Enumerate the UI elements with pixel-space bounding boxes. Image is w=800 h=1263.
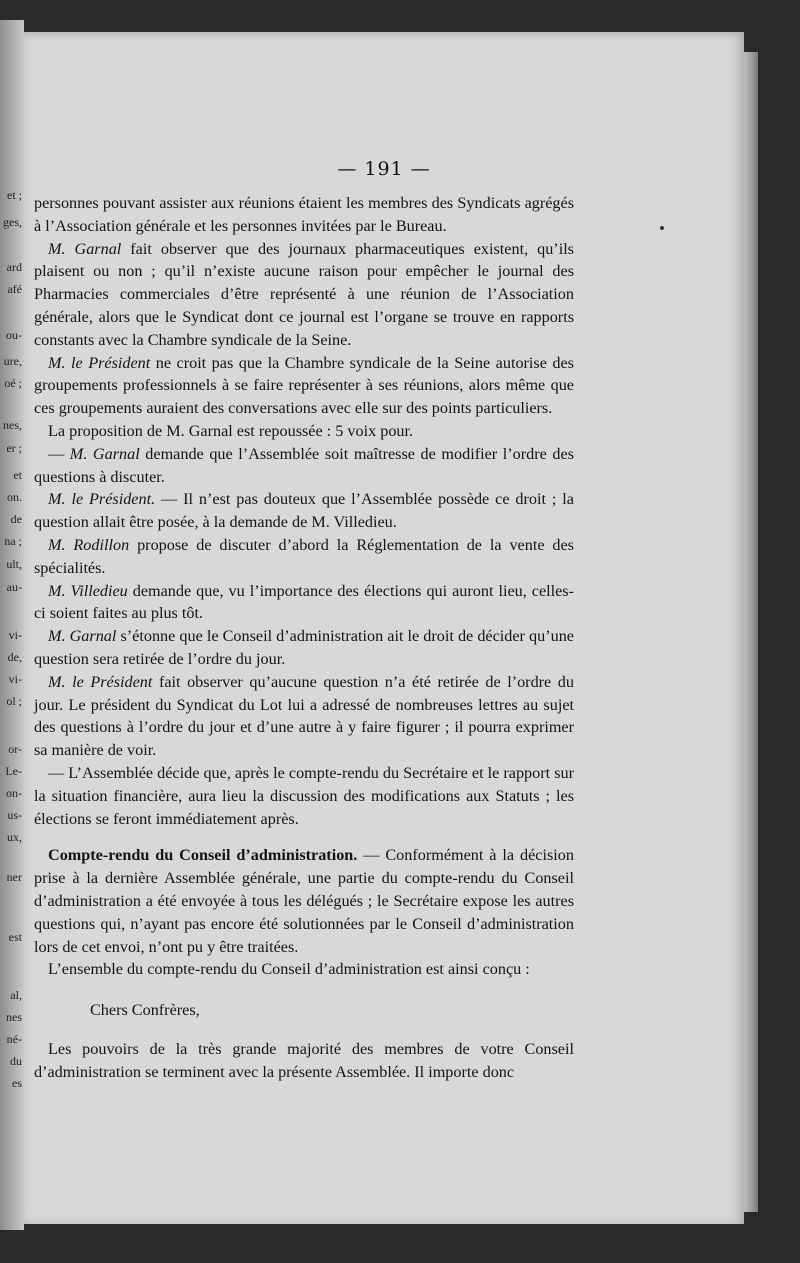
- paragraph-text: — Conformément à la décision prise à la dernière Assemblée générale, une partie du compte-rendu du Conseil d’administration a été envoyée à tous les délégués ; le Secrétaire expose les autres questions qui, n’ayant pas encore été solutionnées par le Conseil d’administration lors de cet envoi, n’ont pu y être traitées.: [34, 846, 574, 956]
- facing-page-fragment: or-: [8, 742, 22, 756]
- speaker-name: M. Villedieu: [48, 581, 128, 600]
- facing-page-fragment: afé: [7, 282, 22, 296]
- paragraph-text: s’étonne que le Conseil d’administration ait le droit de décider qu’une question sera retirée de l’ordre du jour.: [34, 627, 574, 668]
- facing-page-fragment: ner: [6, 870, 22, 884]
- facing-page-fragment: oé ;: [4, 376, 22, 390]
- facing-page-fragment: on.: [7, 490, 22, 504]
- document-page: [24, 32, 744, 1224]
- facing-page-fragment: nes,: [3, 418, 22, 432]
- paragraph-text: fait observer qu’aucune question n’a été retirée de l’ordre du jour. Le président du Syndicat du Lot lui a adressé de nombreuses lettres au sujet des questions à l’ordre du jour et d’une autre à y faire figurer ; il pourra exprimer sa manière de voir.: [34, 672, 574, 760]
- speaker-name: M. le Président: [48, 353, 151, 372]
- speaker-name: M. Garnal: [48, 627, 117, 646]
- paragraph: [34, 420, 574, 443]
- paragraph: [34, 192, 574, 238]
- speaker-name: M. Garnal: [69, 444, 140, 463]
- paragraph-text: demande que, vu l’importance des élections qui auront lieu, celles-ci soient faites au plus tôt.: [34, 581, 574, 623]
- paragraph-text: propose de discuter d’abord la Réglementation de la vente des spécialités.: [34, 535, 574, 577]
- facing-page-fragment: ges,: [3, 215, 22, 229]
- paragraph: [34, 443, 574, 489]
- paragraph: [34, 534, 574, 580]
- paragraph: [34, 352, 574, 420]
- facing-page-fragment: vi-: [8, 628, 22, 642]
- facing-page-fragment: ux,: [7, 830, 22, 844]
- ink-speck: [660, 226, 664, 230]
- facing-page-fragment: au-: [6, 580, 22, 594]
- paragraph: [34, 958, 574, 981]
- facing-page-fragment: de,: [7, 650, 22, 664]
- facing-page-fragment: na ;: [4, 534, 22, 548]
- page-number: — 191 —: [337, 158, 431, 180]
- facing-page-fragment: est: [8, 930, 22, 944]
- speaker-name: M. Garnal: [48, 239, 122, 258]
- paragraph-text: — Il n’est pas douteux que l’Assemblée possède ce droit ; la question allait être posée, à la demande de M. Villedieu.: [34, 490, 574, 532]
- facing-page-fragment: et ;: [7, 188, 22, 202]
- facing-page-fragment: ure,: [3, 354, 22, 368]
- page-stack-edge: [744, 52, 758, 1212]
- facing-page-fragment: de: [10, 512, 22, 526]
- facing-page-fragment: Le-: [5, 764, 22, 778]
- paragraph-text: Les pouvoirs de la très grande majorité des membres de votre Conseil d’administration se terminent avec la présente Assemblée. Il importe donc: [34, 1039, 574, 1081]
- salutation: [34, 999, 574, 1022]
- facing-page-fragment: du: [10, 1054, 22, 1068]
- paragraph-text: —: [48, 444, 70, 463]
- body-text: [34, 192, 574, 1083]
- facing-page-fragment: ard: [6, 260, 22, 274]
- paragraph-text: L’ensemble du compte-rendu du Conseil d’administration est ainsi conçu :: [48, 960, 530, 979]
- paragraph: [34, 1038, 574, 1084]
- facing-page-fragment: né-: [6, 1032, 22, 1046]
- facing-page-fragment: ou-: [6, 328, 22, 342]
- speaker-name: M. le Président: [48, 672, 153, 691]
- paragraph-text: fait observer que des journaux pharmaceutiques existent, qu’ils plaisent ou non ; qu’il n’existe aucune raison pour empêcher le journal des Pharmacies commerciales d’être représenté à une réunion de l’Association générale, alors que le Syndicat dont ce journal est l’organe se trouve en rapports constants avec la Chambre syndicale de la Seine.: [34, 239, 574, 349]
- facing-page-fragment: ol ;: [6, 694, 22, 708]
- facing-page-fragment: us-: [7, 808, 22, 822]
- facing-page-fragment: et: [13, 468, 22, 482]
- facing-page-fragment: nes: [6, 1010, 22, 1024]
- paragraph: [34, 580, 574, 626]
- paragraph: [34, 238, 574, 352]
- facing-page-fragment: er ;: [6, 441, 22, 455]
- facing-page-fragment: vi-: [8, 672, 22, 686]
- paragraph: [34, 762, 574, 830]
- paragraph-text: La proposition de M. Garnal est repoussée : 5 voix pour.: [48, 421, 414, 440]
- section-heading: Compte-rendu du Conseil d’administration.: [48, 846, 358, 865]
- paragraph-text: Chers Confrères,: [90, 1001, 200, 1020]
- facing-page-edge: [0, 20, 24, 1230]
- paragraph-gap: [34, 830, 574, 844]
- paragraph-text: personnes pouvant assister aux réunions étaient les membres des Syndicats agrégés à l’Association générale et les personnes invitées par le Bureau.: [34, 194, 574, 235]
- paragraph: [34, 671, 574, 762]
- facing-page-fragment: on-: [6, 786, 22, 800]
- speaker-name: M. le Président.: [48, 490, 156, 509]
- paragraph: [34, 625, 574, 671]
- paragraph-text: demande que l’Assemblée soit maîtresse de modifier l’ordre des questions à discuter.: [34, 444, 574, 486]
- paragraph-text: ne croit pas que la Chambre syndicale de la Seine autorise des groupements professionnels à se faire représenter à ses réunions, alors même que ces groupements auraient des conversations avec elle sur des points particuliers.: [34, 353, 574, 418]
- facing-page-fragment: al,: [10, 988, 22, 1002]
- paragraph: [34, 844, 574, 958]
- speaker-name: M. Rodillon: [48, 535, 130, 554]
- facing-page-fragment: ult,: [6, 557, 22, 571]
- facing-page-fragment: es: [12, 1076, 22, 1090]
- paragraph-text: — L’Assemblée décide que, après le compte-rendu du Secrétaire et le rapport sur la situation financière, aura lieu la discussion des modifications aux Statuts ; les élections se feront immédiatement après.: [34, 763, 574, 828]
- paragraph: [34, 488, 574, 534]
